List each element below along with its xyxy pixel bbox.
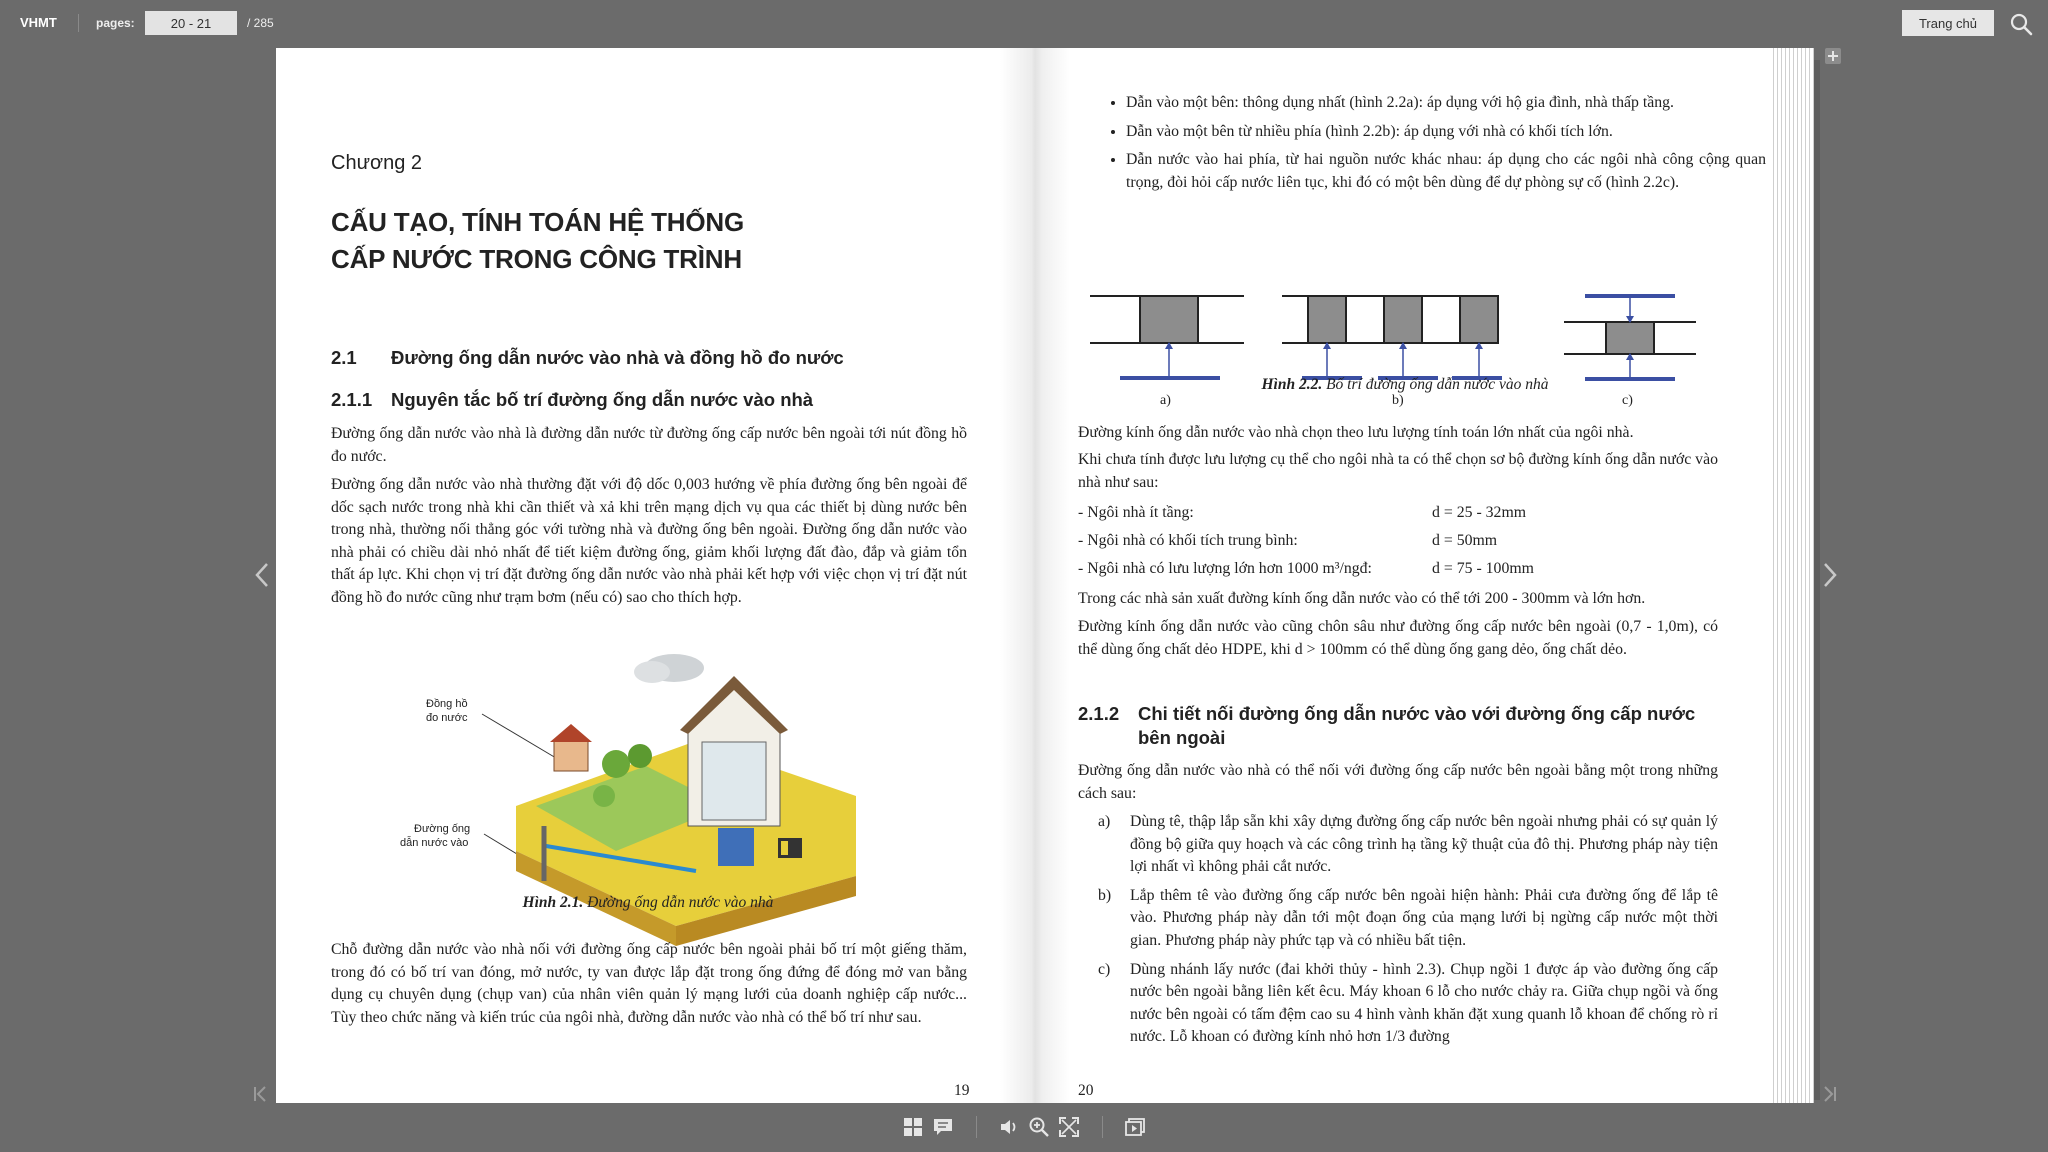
page-number-right: 20 (1078, 1082, 1094, 1099)
spec-label: - Ngôi nhà ít tầng: (1078, 504, 1194, 521)
left-page[interactable] (276, 48, 1020, 1103)
diagram-label-c: c) (1622, 393, 1633, 408)
toolbar-divider (976, 1116, 977, 1138)
subsection-title: Nguyên tắc bố trí đường ống dẫn nước vào nhà (391, 389, 814, 410)
paragraph: Đường kính ống dẫn nước vào cũng chôn sâu như đường ống cấp nước bên ngoài (0,7 - 1,0m), có thể dùng ống chất dẻo HDPE, khi d > 100mm có thể dùng ống gang dẻo, ống chất dẻo. (1078, 618, 1718, 658)
spec-value: d = 50mm (1432, 532, 1498, 549)
subsection-title: Chi tiết nối đường ống dẫn nước vào với đường ống cấp nước bên ngoài (1138, 703, 1696, 748)
list-item-label: b) (1098, 886, 1112, 904)
list-item (1078, 959, 1718, 1049)
chapter-title-line: CẤP NƯỚC TRONG CÔNG TRÌNH (331, 244, 742, 274)
fullscreen-icon[interactable] (1058, 1116, 1080, 1138)
figure-label-meter: đo nước (426, 712, 468, 724)
page-number-left: 19 (954, 1082, 970, 1099)
next-page-icon[interactable] (1820, 560, 1840, 590)
divider (78, 14, 79, 32)
subsection-number: 2.1.1 (331, 389, 373, 410)
zoom-in-icon[interactable] (1028, 1116, 1050, 1138)
search-icon[interactable] (2008, 11, 2034, 37)
bookmark-icon[interactable] (1823, 46, 1843, 66)
list-item-text: Dùng tê, thập lắp sẵn khi xây dựng đường ống cấp nước bên ngoài nhưng phải có sự quản lý đồng bộ giữa quy hoạch và các công trình hạ tầng kỹ thuật của đô thị. Phương pháp này tiện lợi nhất vì không phải cắt nước. (1130, 813, 1718, 876)
page-total: / 285 (247, 16, 274, 30)
bullet-item: • Dẫn vào một bên: thông dụng nhất (hình 2.2a): áp dụng với hộ gia đình, nhà thấp tầng. (1126, 92, 1766, 115)
book-gutter (1000, 48, 1070, 1103)
last-page-icon[interactable] (1820, 1085, 1838, 1103)
brand-logo[interactable]: VHMT (20, 15, 57, 30)
figure-caption (276, 894, 1020, 912)
subsection-number: 2.1.2 (1078, 703, 1120, 724)
section-number: 2.1 (331, 347, 357, 368)
chapter-title-line: CẤU TẠO, TÍNH TOÁN HỆ THỐNG (331, 207, 744, 237)
paragraph: Chỗ đường dẫn nước vào nhà nối với đường ống cấp nước bên ngoài phải bố trí một giếng thăm, trong đó có bố trí van đóng, mở nước, ty van được lắp đặt trong ống đứng để đóng mở van bằng dụng cụ chuyên dụng (chụp van) của nhân viên quản lý mạng lưới của doanh nghiệp cấp nước... Tùy theo chức năng và kiến trúc của ngôi nhà, đường dẫn nước vào nhà có thể bố trí như sau. (331, 941, 967, 1026)
thumbnails-icon[interactable] (902, 1116, 924, 1138)
spec-row (1078, 532, 1498, 550)
first-page-icon[interactable] (252, 1085, 270, 1103)
prev-page-icon[interactable] (252, 560, 272, 590)
book-spread (276, 48, 1814, 1103)
list-item (1078, 811, 1718, 879)
diagram-label-a: a) (1160, 393, 1171, 408)
paragraph: Khi chưa tính được lưu lượng cụ thể cho ngôi nhà ta có thể chọn sơ bộ đường kính ống dẫn nước vào nhà như sau: (1078, 451, 1718, 491)
paragraph: Đường ống dẫn nước vào nhà có thể nối với đường ống cấp nước bên ngoài bằng một trong những cách sau: (1078, 762, 1718, 802)
bullet-item: • Dẫn vào một bên từ nhiều phía (hình 2.2b): áp dụng với nhà có khối tích lớn. (1126, 121, 1766, 144)
spec-value: d = 25 - 32mm (1432, 504, 1527, 521)
comments-icon[interactable] (932, 1116, 954, 1138)
subsection-heading (331, 389, 813, 411)
paragraph: Trong các nhà sản xuất đường kính ống dẫn nước vào có thể tới 200 - 300mm và lớn hơn. (1078, 590, 1646, 607)
lettered-list (1078, 811, 1718, 1055)
figure-caption (1090, 376, 1720, 394)
figure-caption-text: Bố trí đường ống dẫn nước vào nhà (1322, 376, 1549, 393)
diagram-label-b: b) (1392, 393, 1404, 408)
spec-row (1078, 504, 1527, 522)
paragraph: Đường kính ống dẫn nước vào nhà chọn theo lưu lượng tính toán lớn nhất của ngôi nhà. (1078, 424, 1634, 441)
paragraph: Đường ống dẫn nước vào nhà là đường dẫn nước từ đường ống cấp nước bên ngoài tới nút đồng hồ đo nước. (331, 425, 967, 465)
spec-row (1078, 560, 1534, 578)
figure-label-meter: Đồng hồ (426, 698, 468, 710)
toolbar-divider (1102, 1116, 1103, 1138)
slideshow-icon[interactable] (1124, 1116, 1146, 1138)
page-number-input[interactable] (145, 11, 237, 35)
paragraph: Đường ống dẫn nước vào nhà thường đặt với độ dốc 0,003 hướng về phía đường ống bên ngoài để dốc sạch nước trong nhà khi cần thiết và xả khi trên mạng dịch vụ qua các thiết bị dùng nước bên trong nhà, thường nối thẳng góc với tường nhà và đường ống bên ngoài. Đường ống dẫn nước vào nhà phải có chiều dài nhỏ nhất để tiết kiệm đường ống, giảm khối lượng đất đào, đắp và giảm tổn thất áp lực. Khi chọn vị trí đặt đường ống dẫn nước vào nhà phải kết hợp với việc chọn vị trí đặt nút đồng hồ đo nước cũng như trạm bơm (nếu có) sao cho thích hợp. (331, 476, 967, 606)
pages-label: pages: (96, 16, 135, 30)
house-water-illustration (400, 646, 856, 928)
subsection-heading (1078, 702, 1718, 750)
bullet-list (1104, 92, 1766, 200)
bullet-item: • Dẫn nước vào hai phía, từ hai nguồn nước khác nhau: áp dụng cho các ngôi nhà công cộng quan trọng, đòi hỏi cấp nước liên tục, khi đó có một bên dùng để dự phòng sự cố (hình 2.2c). (1126, 149, 1766, 194)
section-heading (331, 347, 844, 369)
list-item-label: a) (1098, 813, 1111, 830)
section-title: Đường ống dẫn nước vào nhà và đồng hồ đo nước (391, 347, 844, 368)
chapter-label: Chương 2 (331, 152, 422, 174)
spec-value: d = 75 - 100mm (1432, 560, 1534, 577)
figure-caption-text: Đường ống dẫn nước vào nhà (583, 894, 774, 911)
top-bar (0, 0, 2048, 46)
sound-icon[interactable] (998, 1116, 1020, 1138)
figure-caption-label: Hình 2.1. (522, 894, 584, 911)
bottom-toolbar (0, 1104, 2048, 1152)
list-item (1078, 885, 1718, 953)
spec-label: - Ngôi nhà có khối tích trung bình: (1078, 532, 1298, 549)
chapter-title (331, 204, 744, 278)
spec-label: - Ngôi nhà có lưu lượng lớn hơn 1000 m³/ngđ: (1078, 560, 1372, 577)
list-item-label: c) (1098, 960, 1111, 978)
figure-label-pipe: Đường ống (414, 823, 471, 835)
page-edges (1770, 48, 1814, 1103)
figure-caption-label: Hình 2.2. (1261, 376, 1323, 393)
list-item-text: Dùng nhánh lấy nước (đai khởi thủy - hình 2.3). Chụp ngồi 1 được áp vào đường ống cấp nước bên ngoài bằng liên kết êcu. Máy khoan 6 lỗ cho nước chảy ra. Giữa chụp ngồi và ống nước bên ngoài có tấm đệm cao su 4 hình vành khăn đặt xung quanh lỗ khoan để chống rò rỉ nước. Lỗ khoan có đường kính nhỏ hơn 1/3 đường (1130, 960, 1718, 1046)
figure-label-pipe: dẫn nước vào (400, 837, 469, 849)
home-button[interactable]: Trang chủ (1902, 10, 1994, 36)
list-item-text: Lắp thêm tê vào đường ống cấp nước bên ngoài hiện hành: Phải cưa đường ống để lắp tê vào. Phương pháp này dẫn tới một đoạn ống của mạng lưới bị ngừng cấp nước một thời gian. Phương pháp này phức tạp và có nhiều bất tiện. (1130, 886, 1718, 949)
